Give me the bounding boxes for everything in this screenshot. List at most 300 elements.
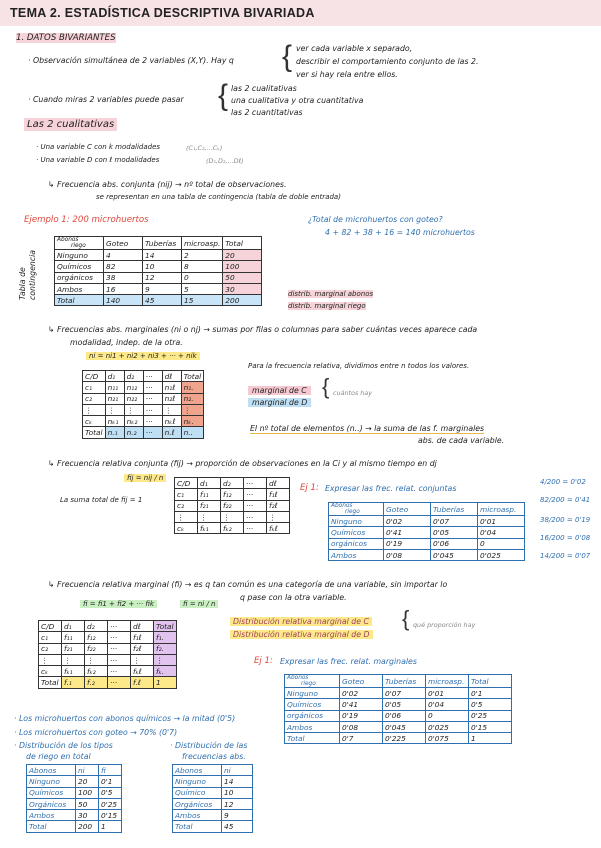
rel-marg-ex-cell: Ambos	[285, 721, 340, 732]
marginal-row	[83, 382, 204, 393]
rel-joint-cell: dℓ	[267, 478, 290, 489]
rel-marg-ex-cell: 0'5	[469, 699, 512, 710]
rel-marg-cell: ⋮	[85, 654, 108, 665]
dist2-cell: 14	[222, 776, 253, 787]
rel-marg-cell: f₂.	[154, 643, 177, 654]
rel-joint-row	[175, 500, 290, 511]
contingency-cell: 4	[104, 250, 143, 261]
example-label: Ejemplo 1: 200 microhuertos	[24, 215, 149, 225]
total-note: El nº total de elementos (n..) → la suma de las f. marginales	[250, 424, 485, 433]
rel-marg-ex-row	[285, 733, 512, 744]
rel-joint-ex-header-row	[329, 503, 525, 516]
rel-marg-cell: f.₂	[85, 677, 108, 688]
brace: {	[282, 40, 293, 73]
rel-joint-cell: f₂ℓ	[267, 500, 290, 511]
rel-joint-ex-cell: Ambos	[329, 549, 384, 560]
marginal-cell: n.₂	[124, 427, 143, 438]
obs-text: · Observación simultánea de 2 variables (X,Y). Hay q	[28, 56, 234, 65]
dist1-title-1: · Distribución de los tipos	[14, 741, 113, 750]
marginal-cell: n₂₂	[124, 393, 143, 404]
contingency-cell: Ninguno	[55, 250, 104, 261]
contingency-table	[54, 236, 262, 306]
subsection-heading: Las 2 cualitativas	[24, 118, 117, 131]
contingency-cell: microasp.	[182, 237, 223, 250]
var-c: · Una variable C con k modalidades	[36, 143, 161, 151]
rel-joint-row	[175, 489, 290, 500]
rel-joint-cell: ···	[244, 511, 267, 522]
rel-marg-cell: ···	[108, 677, 131, 688]
dist1-cell: 0'15	[99, 810, 122, 821]
rel-marg-cell: fₖ₂	[85, 666, 108, 677]
rel-marg-cell: fₖℓ	[131, 666, 154, 677]
contingency-cell: 10	[143, 261, 182, 272]
contingency-cell: 12	[143, 272, 182, 283]
rel-marg-cell: f₂₁	[62, 643, 85, 654]
marginal-cell: ···	[143, 393, 162, 404]
frec-rel-marg-line1: ↳ Frecuencia relativa marginal (fi) → es q tan común es una categoría de una variable, sin importar lo	[48, 580, 448, 589]
rel-marg-ex-cell: 0	[426, 710, 469, 721]
brace: {	[218, 79, 229, 112]
marginal-cell: ⋮	[162, 404, 181, 415]
var-d-mod: (D₁,D₂,...Dℓ)	[206, 157, 244, 165]
dist-c-label: Distribución relativa marginal de C	[230, 617, 372, 626]
rel-joint-cell: ···	[244, 489, 267, 500]
marginal-cell: ⋮	[83, 404, 106, 415]
marginal-row	[83, 404, 204, 415]
rel-marg-cell: f₂ℓ	[131, 643, 154, 654]
contingency-cell: Goteo	[104, 237, 143, 250]
rel-joint-cell: ⋮	[175, 511, 198, 522]
dist2-cell: Abonos	[173, 765, 222, 776]
contingency-row	[55, 261, 262, 272]
example-question: ¿Total de microhuertos con goteo?	[308, 215, 443, 224]
dist2-cell: 12	[222, 798, 253, 809]
rel-marg-ex-row	[285, 699, 512, 710]
side-label: Tabla de contingencia	[18, 249, 37, 300]
dist1-cell: Químicos	[27, 787, 76, 798]
brace: {	[402, 606, 410, 631]
calc-3: 38/200 = 0'19	[540, 516, 591, 524]
rel-marg-cell: 1	[154, 677, 177, 688]
rel-marg-ex-cell: 0'08	[340, 721, 383, 732]
rel-marg-ex-cell: Total	[469, 675, 512, 688]
dist1-cell: 1	[99, 821, 122, 832]
dist1-row	[27, 776, 122, 787]
calc-4: 16/200 = 0'08	[540, 534, 591, 542]
marginal-cell: ···	[143, 371, 162, 382]
rel-marg-cell: f₂₂	[85, 643, 108, 654]
contingency-cell: Total	[223, 237, 262, 250]
cuando-item-1: las 2 cualitativas	[231, 84, 297, 93]
rel-marg-cell: cₖ	[39, 666, 62, 677]
bottom-note-1: · Los microhuertos con abonos químicos → la mitad (0'5)	[14, 714, 236, 723]
calc-1: 4/200 = 0'02	[540, 478, 586, 486]
rel-marg-cell: c₁	[39, 632, 62, 643]
marginal-cell: dℓ	[162, 371, 181, 382]
marg-c-label: marginal de C	[248, 386, 311, 395]
rel-marg-ex-cell: Goteo	[340, 675, 383, 688]
rel-joint-ex-row	[329, 549, 525, 560]
rel-joint-ex-row	[329, 516, 525, 527]
contingency-row	[55, 250, 262, 261]
rel-marg-cell: ⋮	[39, 654, 62, 665]
rel-marg-cell: fₖ₁	[62, 666, 85, 677]
marginal-cell: c₂	[83, 393, 106, 404]
dist2-title-1: · Distribución de las	[170, 741, 248, 750]
dist1-cell: 0'1	[99, 776, 122, 787]
dist1-cell: fi	[99, 765, 122, 776]
rel-joint-ex-row	[329, 538, 525, 549]
marginal-cell: Total	[181, 371, 204, 382]
marginal-table	[82, 370, 204, 439]
marginal-header-row	[83, 371, 204, 382]
rel-joint-row	[175, 511, 290, 522]
dist1-cell: Abonos	[27, 765, 76, 776]
var-c-mod: (C₁,C₂,...Cₖ)	[186, 144, 223, 152]
ej1-rel-label: Ej 1:	[300, 483, 319, 493]
rel-marg-ex-cell: 0'7	[340, 733, 383, 744]
frec-rel-marg-formula2: fi = ni / n	[180, 600, 218, 608]
marginal-row	[83, 416, 204, 427]
rel-marg-cell: f₁.	[154, 632, 177, 643]
dist1-cell: 100	[76, 787, 99, 798]
dist1-cell: Total	[27, 821, 76, 832]
marginal-cell: nₖ₂	[124, 416, 143, 427]
rel-joint-cell: cₖ	[175, 523, 198, 534]
marginal-row	[83, 393, 204, 404]
rel-joint-ex-cell: 0'06	[431, 538, 478, 549]
rel-marg-row	[39, 654, 177, 665]
dist1-cell: 30	[76, 810, 99, 821]
rel-note: Para la frecuencia relativa, dividimos entre n todos los valores.	[248, 362, 470, 370]
rel-joint-ex-cell: Químicos	[329, 527, 384, 538]
marg-riego-label: distrib. marginal riego	[288, 302, 366, 310]
rel-joint-cell: f₁ℓ	[267, 489, 290, 500]
rel-marg-ex-cell: 0'25	[469, 710, 512, 721]
rel-marg-row	[39, 632, 177, 643]
rel-joint-example-table	[328, 502, 525, 561]
rel-marg-cell: Total	[39, 677, 62, 688]
rel-marg-row	[39, 643, 177, 654]
rel-marg-ex-cell: microasp.	[426, 675, 469, 688]
corner-top: Abonos	[331, 503, 353, 509]
rel-joint-cell: c₂	[175, 500, 198, 511]
rel-marg-cell: f₁ℓ	[131, 632, 154, 643]
frec-marg-line2: modalidad, indep. de la otra.	[70, 338, 183, 347]
rel-marg-cell: ···	[108, 632, 131, 643]
rel-marg-ex-cell: Químicos	[285, 699, 340, 710]
corner-top: Abonos	[57, 237, 79, 243]
rel-marg-ex-cell: 0'045	[383, 721, 426, 732]
contingency-cell: 5	[182, 283, 223, 294]
dist2-table	[172, 764, 253, 833]
calc-2: 82/200 = 0'41	[540, 496, 591, 504]
dist2-title-2: frecuencias abs.	[182, 752, 246, 761]
marginal-cell: nₖ₁	[105, 416, 124, 427]
var-d: · Una variable D con ℓ modalidades	[36, 156, 160, 164]
rel-joint-cell: ···	[244, 523, 267, 534]
rel-marg-cell: f₁₁	[62, 632, 85, 643]
dist1-row	[27, 810, 122, 821]
suma-note: La suma total de fij = 1	[60, 496, 143, 504]
dist1-row	[27, 787, 122, 798]
obs-item-1: ver cada variable x separado,	[296, 44, 413, 53]
rel-joint-ex-cell: 0'08	[384, 549, 431, 560]
bottom-note-2: · Los microhuertos con goteo → 70% (0'7)	[14, 728, 178, 737]
cuando-item-2: una cualitativa y otra cuantitativa	[231, 96, 364, 105]
ej1-rel-text: Expresar las frec. relat. conjuntas	[325, 484, 457, 493]
dist2-cell: Orgánicos	[173, 798, 222, 809]
rel-joint-ex-cell: 0'41	[384, 527, 431, 538]
rel-marg-ex-header-row	[285, 675, 512, 688]
rel-joint-cell: ···	[244, 478, 267, 489]
contingency-cell: 45	[143, 295, 182, 306]
rel-joint-ex-cell	[329, 503, 384, 516]
rel-joint-cell: ⋮	[221, 511, 244, 522]
rel-joint-cell: ···	[244, 500, 267, 511]
rel-joint-ex-cell: microasp.	[478, 503, 525, 516]
marginal-cell: c₁	[83, 382, 106, 393]
rel-marg-cell: ···	[108, 666, 131, 677]
rel-joint-ex-cell: Goteo	[384, 503, 431, 516]
cuando-text: · Cuando miras 2 variables puede pasar	[28, 95, 184, 104]
dist2-cell: Químico	[173, 787, 222, 798]
rel-marg-cell: ···	[108, 654, 131, 665]
dist2-cell: Ambos	[173, 810, 222, 821]
contingency-cell: 15	[182, 295, 223, 306]
rel-marginal-table	[38, 620, 177, 689]
dist1-cell: Ambos	[27, 810, 76, 821]
frec-rel-line: ↳ Frecuencia relativa conjunta (fij) → proporción de observaciones en la Ci y al mismo tiempo en dj	[48, 459, 437, 468]
marginal-cell: n₂ℓ	[162, 393, 181, 404]
rel-joint-cell: fₖ₂	[221, 523, 244, 534]
dist1-header-row	[27, 765, 122, 776]
marginal-row	[83, 427, 204, 438]
rel-marg-ex-cell: 0'15	[469, 721, 512, 732]
rel-marg-ex-row	[285, 688, 512, 699]
rel-joint-row	[175, 523, 290, 534]
dist2-cell: 45	[222, 821, 253, 832]
rel-joint-header-row	[175, 478, 290, 489]
rel-marg-ex-cell: 0'04	[426, 699, 469, 710]
rel-marg-ex-row	[285, 721, 512, 732]
rel-marg-ex-cell: 0'075	[426, 733, 469, 744]
rel-joint-ex-cell: 0'19	[384, 538, 431, 549]
dist1-title-2: de riego en total	[26, 752, 91, 761]
frec-rel-formula: fij = nij / n	[124, 474, 166, 482]
rel-joint-ex-cell: 0	[478, 538, 525, 549]
dist2-cell: Total	[173, 821, 222, 832]
contingency-cell: 16	[104, 283, 143, 294]
dist2-row	[173, 787, 253, 798]
contingency-cell: 8	[182, 261, 223, 272]
rel-joint-cell: f₁₂	[221, 489, 244, 500]
marginal-cell: ···	[143, 427, 162, 438]
ej1-marg-text: Expresar las frec. relat. marginales	[280, 657, 417, 666]
cuando-item-3: las 2 cuantitativas	[231, 108, 303, 117]
rel-marginal-example-table	[284, 674, 512, 744]
corner-bottom: riego	[301, 681, 316, 687]
rel-marg-ex-cell: orgánicos	[285, 710, 340, 721]
marginal-cell: nₖ.	[181, 416, 204, 427]
dist2-header-row	[173, 765, 253, 776]
freq-abs-2: se representan en una tabla de contingencia (tabla de doble entrada)	[96, 193, 341, 201]
rel-joint-ex-cell: orgánicos	[329, 538, 384, 549]
rel-joint-cell: f₂₂	[221, 500, 244, 511]
contingency-cell: 0	[182, 272, 223, 283]
corner-bottom: riego	[345, 509, 360, 515]
page-title: TEMA 2. ESTADÍSTICA DESCRIPTIVA BIVARIADA	[0, 0, 601, 26]
contingency-cell: 50	[223, 272, 262, 283]
rel-marg-ex-cell: 0'05	[383, 699, 426, 710]
marginal-cell: n₂.	[181, 393, 204, 404]
rel-marg-ex-cell: Total	[285, 733, 340, 744]
rel-marg-ex-cell: 1	[469, 733, 512, 744]
rel-marg-ex-row	[285, 710, 512, 721]
marginal-cell: ···	[143, 404, 162, 415]
contingency-header-row	[55, 237, 262, 250]
rel-marg-cell: ⋮	[62, 654, 85, 665]
rel-marg-ex-cell: 0'02	[340, 688, 383, 699]
contingency-cell: 9	[143, 283, 182, 294]
contingency-cell: 38	[104, 272, 143, 283]
marginal-cell: n.ℓ	[162, 427, 181, 438]
rel-marg-cell: fₖ.	[154, 666, 177, 677]
marginal-cell: d₁	[105, 371, 124, 382]
marginal-cell: nₖℓ	[162, 416, 181, 427]
dist1-cell: 200	[76, 821, 99, 832]
dist2-cell: 10	[222, 787, 253, 798]
contingency-cell: 30	[223, 283, 262, 294]
dist2-row	[173, 798, 253, 809]
marginal-cell: ···	[143, 416, 162, 427]
rel-joint-ex-cell: 0'01	[478, 516, 525, 527]
marginal-cell: n₁ℓ	[162, 382, 181, 393]
marginal-cell: ···	[143, 382, 162, 393]
corner-cell	[55, 237, 104, 250]
marginal-cell: n₁₁	[105, 382, 124, 393]
dist2-cell: ni	[222, 765, 253, 776]
marg-d-label: marginal de D	[248, 398, 311, 407]
marginal-cell: C/D	[83, 371, 106, 382]
contingency-row	[55, 295, 262, 306]
rel-marg-ex-cell: 0'025	[426, 721, 469, 732]
rel-joint-cell: ⋮	[267, 511, 290, 522]
rel-marg-ex-cell: 0'19	[340, 710, 383, 721]
rel-joint-cell: d₁	[198, 478, 221, 489]
rel-joint-cell: C/D	[175, 478, 198, 489]
marginal-cell: ⋮	[105, 404, 124, 415]
rel-marg-ex-cell: 0'1	[469, 688, 512, 699]
dist2-row	[173, 821, 253, 832]
rel-joint-cell: d₂	[221, 478, 244, 489]
dist1-cell: ni	[76, 765, 99, 776]
contingency-cell: 200	[223, 295, 262, 306]
rel-marg-cell: C/D	[39, 621, 62, 632]
rel-marg-cell: d₂	[85, 621, 108, 632]
rel-marg-ex-cell: Ninguno	[285, 688, 340, 699]
marginal-cell: ⋮	[124, 404, 143, 415]
marg-abonos-label: distrib. marginal abonos	[288, 290, 374, 298]
rel-marg-ex-cell: 0'06	[383, 710, 426, 721]
marginal-cell: ⋮	[181, 404, 204, 415]
contingency-cell: 140	[104, 295, 143, 306]
contingency-cell: 100	[223, 261, 262, 272]
calc-5: 14/200 = 0'07	[540, 552, 591, 560]
dist1-table	[26, 764, 122, 833]
dist1-row	[27, 821, 122, 832]
rel-marg-cell: Total	[154, 621, 177, 632]
marginal-cell: n₁₂	[124, 382, 143, 393]
contingency-cell: Total	[55, 295, 104, 306]
rel-joint-ex-cell: 0'07	[431, 516, 478, 527]
dist-d-label: Distribución relativa marginal de D	[230, 630, 373, 639]
dist2-row	[173, 776, 253, 787]
marginal-cell: n₂₁	[105, 393, 124, 404]
contingency-cell: Químicos	[55, 261, 104, 272]
marginal-cell: cₖ	[83, 416, 106, 427]
obs-item-2: describir el comportamiento conjunto de las 2.	[296, 57, 479, 66]
rel-marg-ex-cell: 0'07	[383, 688, 426, 699]
rel-marg-cell: ···	[108, 621, 131, 632]
frec-rel-marg-formula1: fi = fi1 + fi2 + ··· fik	[80, 600, 157, 608]
contingency-cell: orgánicos	[55, 272, 104, 283]
cuantos-note: cuántos hay	[333, 389, 373, 397]
rel-joint-ex-cell: 0'04	[478, 527, 525, 538]
contingency-cell: 20	[223, 250, 262, 261]
contingency-cell: 82	[104, 261, 143, 272]
marginal-cell: n.₁	[105, 427, 124, 438]
rel-marg-row	[39, 677, 177, 688]
dist2-cell: 9	[222, 810, 253, 821]
rel-joint-table	[174, 477, 290, 534]
corner-bottom: riego	[71, 243, 86, 249]
marginal-cell: n₁.	[181, 382, 204, 393]
rel-marg-cell: d₁	[62, 621, 85, 632]
total-note-2: abs. de cada variable.	[418, 436, 505, 445]
rel-joint-ex-cell: Ninguno	[329, 516, 384, 527]
dist2-cell: Ninguno	[173, 776, 222, 787]
marginal-cell: Total	[83, 427, 106, 438]
rel-marg-cell: f.ℓ	[131, 677, 154, 688]
rel-marg-row	[39, 666, 177, 677]
rel-joint-ex-cell: 0'02	[384, 516, 431, 527]
rel-marg-ex-cell: 0'225	[383, 733, 426, 744]
rel-marg-cell: ⋮	[154, 654, 177, 665]
dist1-cell: 0'5	[99, 787, 122, 798]
frec-marg-formula: ni = ni1 + ni2 + ni3 + ··· + nik	[86, 352, 200, 360]
rel-marg-ex-cell: 0'01	[426, 688, 469, 699]
marginal-cell: d₂	[124, 371, 143, 382]
rel-marg-ex-cell: 0'41	[340, 699, 383, 710]
dist1-cell: Ninguno	[27, 776, 76, 787]
rel-marg-cell: ···	[108, 643, 131, 654]
corner-top: Abonos	[287, 675, 309, 681]
brace: {	[322, 374, 330, 399]
freq-abs: ↳ Frecuencia abs. conjunta (nij) → nº total de observaciones.	[48, 180, 287, 189]
rel-joint-ex-cell: 0'045	[431, 549, 478, 560]
contingency-cell: Ambos	[55, 283, 104, 294]
rel-joint-ex-cell: 0'025	[478, 549, 525, 560]
dist1-row	[27, 798, 122, 809]
rel-joint-cell: ⋮	[198, 511, 221, 522]
obs-item-3: ver si hay rela entre ellos.	[296, 70, 398, 79]
contingency-cell: Tuberías	[143, 237, 182, 250]
rel-joint-ex-cell: 0'05	[431, 527, 478, 538]
contingency-cell: 2	[182, 250, 223, 261]
frec-marg-line1: ↳ Frecuencias abs. marginales (ni o nj) → sumas por filas o columnas para saber cuántas veces aparece cada	[48, 325, 478, 334]
rel-joint-ex-row	[329, 527, 525, 538]
